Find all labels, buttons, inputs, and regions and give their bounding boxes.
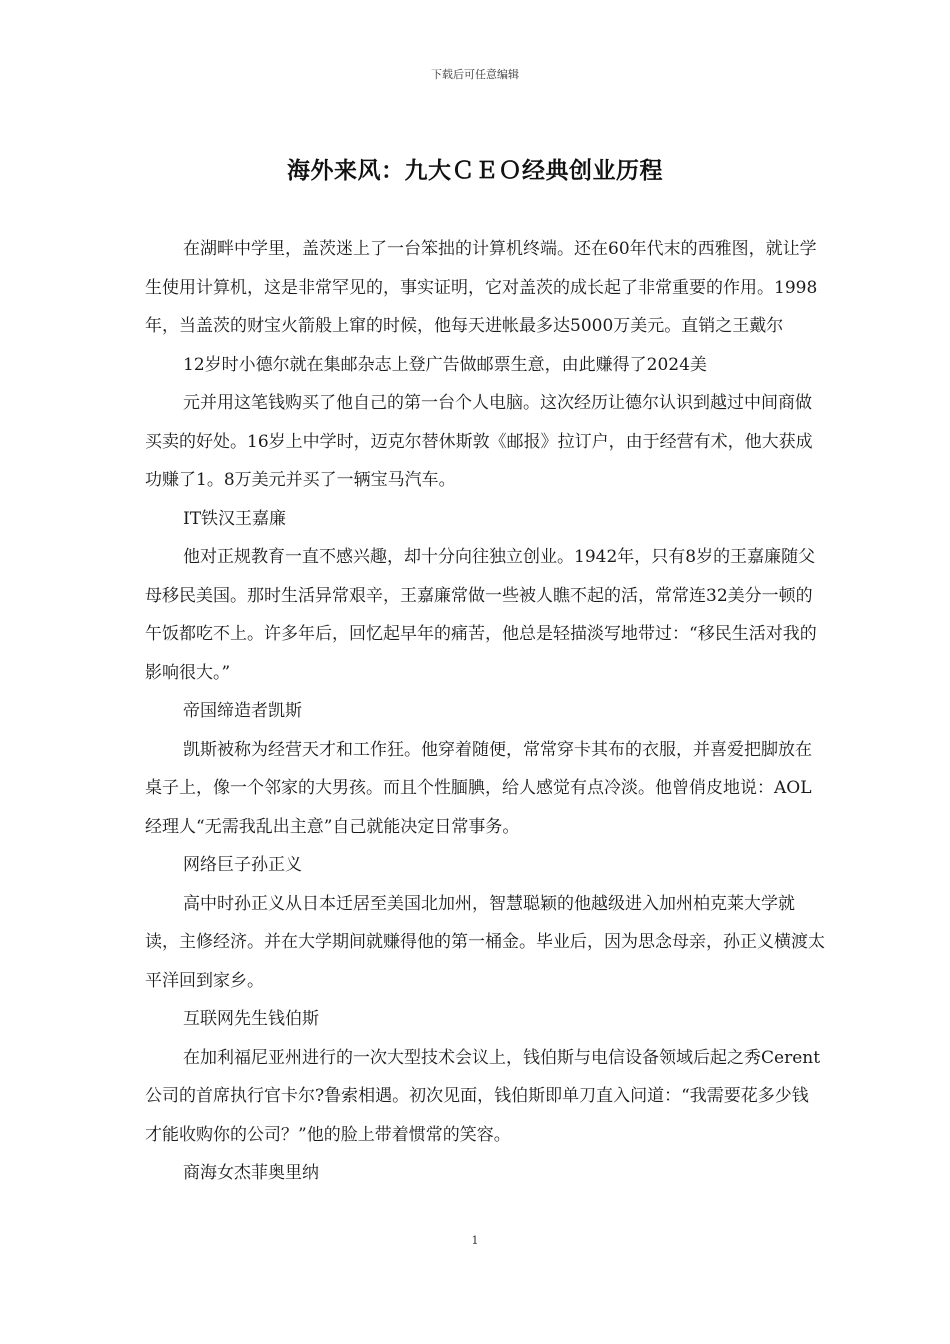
section-heading-wang: IT铁汉王嘉廉 xyxy=(183,508,287,529)
section-heading-case: 帝国缔造者凯斯 xyxy=(183,701,302,721)
page-number: 1 xyxy=(471,1234,479,1247)
paragraph-case: 凯斯被称为经营天才和工作狂。他穿着随便，常常穿卡其布的衣服，并喜爱把脚放在桌子上，像一个邻家的大男孩。而且个性腼腆，给人感觉有点冷淡。他曾俏皮地说：AOL经理人“无需我乱出主意”自己就能决定日常事务。 xyxy=(145,739,812,837)
paragraph-wang: 他对正规教育一直不感兴趣，却十分向往独立创业。1942年，只有8岁的王嘉廉随父母移民美国。那时生活异常艰辛，王嘉廉常做一些被人瞧不起的活，常常连32美分一顿的午饭都吃不上。许多年后，回忆起早年的痛苦，他总是轻描淡写地带过：“移民生活对我的影响很大。” xyxy=(145,547,817,683)
paragraph-son: 高中时孙正义从日本迁居至美国北加州，智慧聪颖的他越级进入加州柏克莱大学就读，主修经济。并在大学期间就赚得他的第一桶金。毕业后，因为思念母亲，孙正义横渡太平洋回到家乡。 xyxy=(145,893,825,991)
section-heading-chambers: 互联网先生钱伯斯 xyxy=(183,1009,319,1029)
paragraph-chambers: 在加利福尼亚州进行的一次大型技术会议上，钱伯斯与电信设备领域后起之秀Cerent公司的首席执行官卡尔?鲁索相遇。初次见面，钱伯斯即单刀直入问道：“我需要花多少钱才能收购你的公司？”他的脸上带着惯常的笑容。 xyxy=(145,1047,821,1145)
header-note: 下载后可任意编辑 xyxy=(431,68,519,81)
paragraph-gates: 在湖畔中学里，盖茨迷上了一台笨拙的计算机终端。还在60年代末的西雅图，就让学生使用计算机，这是非常罕见的，事实证明，它对盖茨的成长起了非常重要的作用。1998年，当盖茨的财宝火箭般上窜的时候，他每天进帐最多达5000万美元。直销之王戴尔 xyxy=(145,239,818,336)
document-title: 海外来风：九大ＣＥＯ经典创业历程 xyxy=(287,157,663,184)
section-heading-fiorina: 商海女杰菲奥里纳 xyxy=(183,1163,319,1183)
paragraph-dell-intro: 12岁时小德尔就在集邮杂志上登广告做邮票生意，由此赚得了2024美 xyxy=(183,354,707,375)
paragraph-dell-body: 元并用这笔钱购买了他自己的第一台个人电脑。这次经历让德尔认识到越过中间商做买卖的好处。16岁上中学时，迈克尔替休斯敦《邮报》拉订户，由于经营有术，他大获成功赚了1。8万美元并买了一辆宝马汽车。 xyxy=(145,393,813,490)
document-body xyxy=(145,230,825,1193)
section-heading-son: 网络巨子孙正义 xyxy=(183,855,302,875)
